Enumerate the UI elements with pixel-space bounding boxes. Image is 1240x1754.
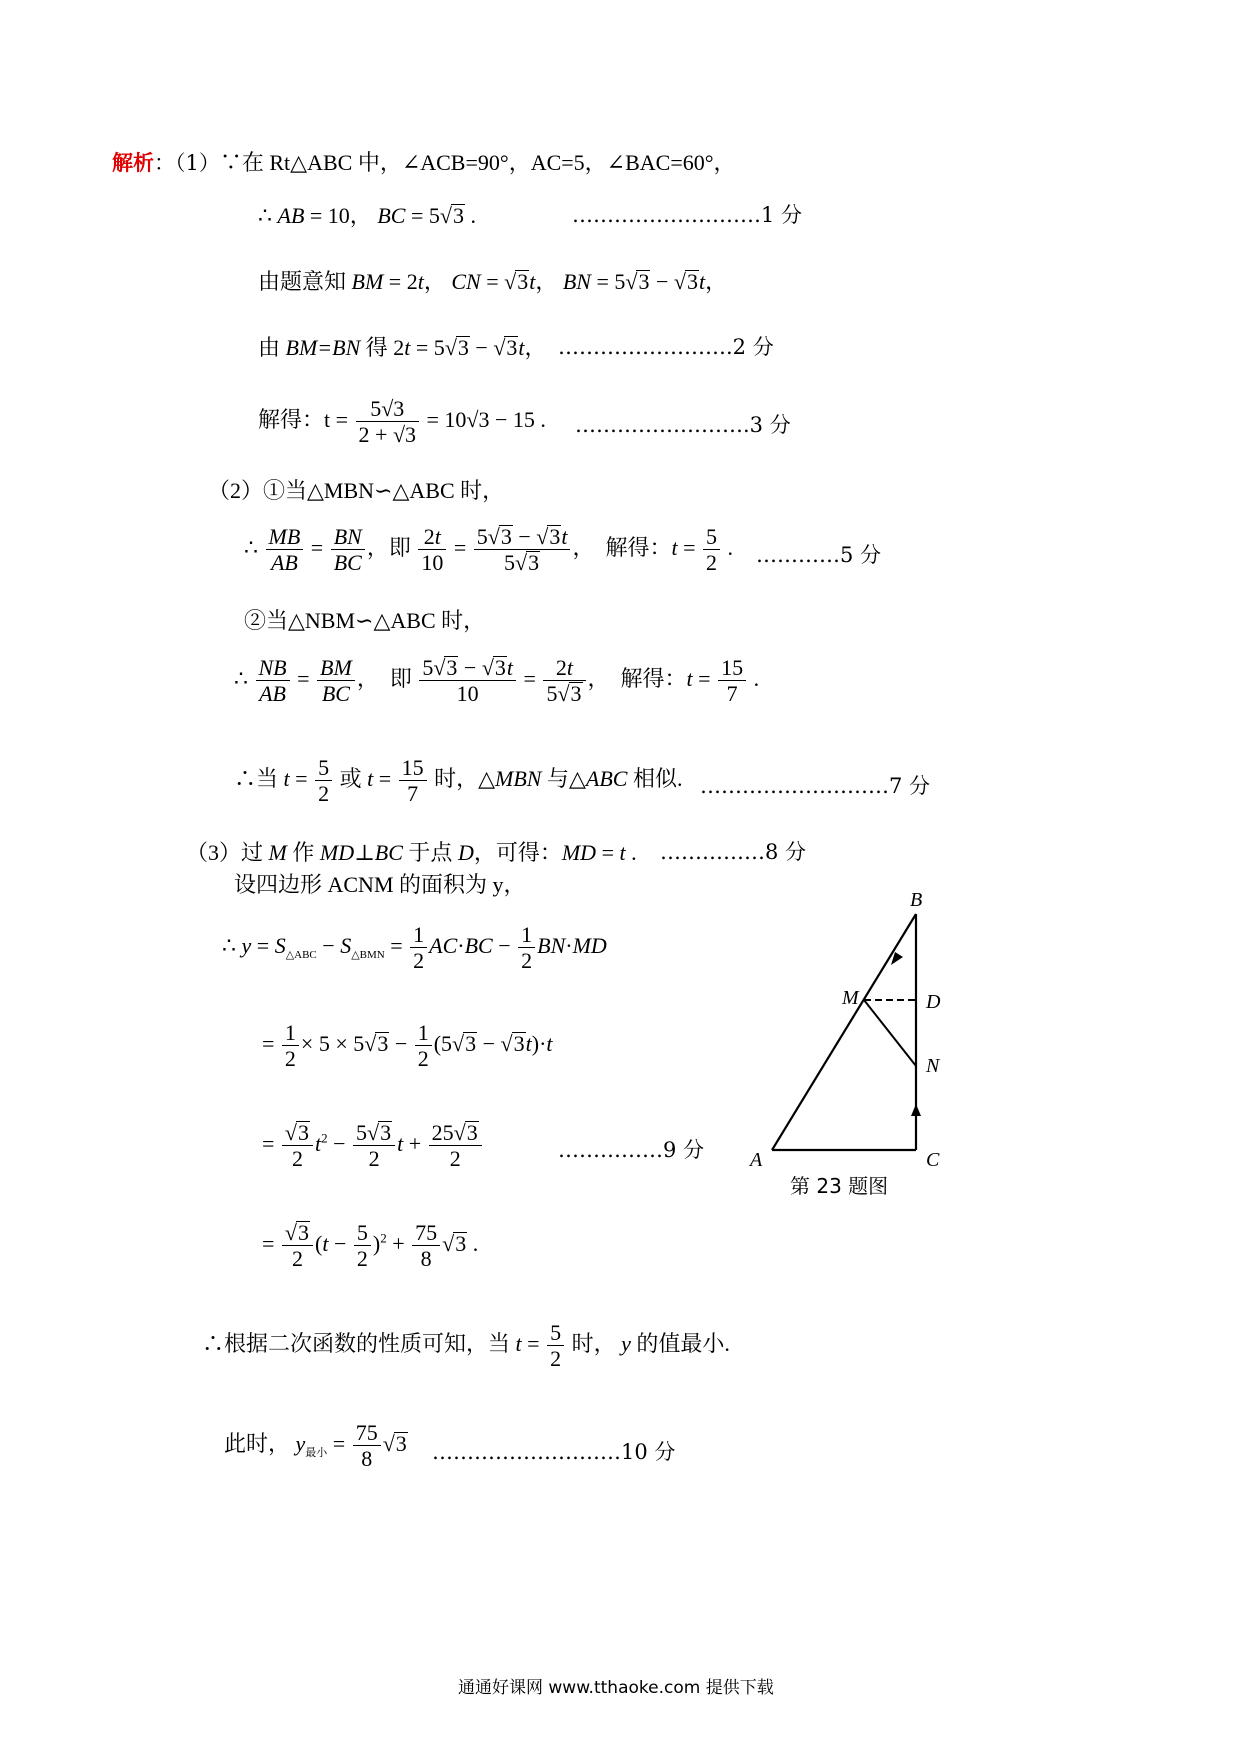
- score-5: …………5 分: [756, 543, 882, 567]
- score-8: ……………8 分: [660, 840, 807, 864]
- part3-eq4: = $\frac{√3}{2}$ (t − $\frac{5}{2}$ )$^2$ + $\frac{75}{8}$ √3 .: [262, 1220, 479, 1272]
- part1-line2: ∴ AB = 10， BC = 5√3 .: [258, 203, 476, 228]
- score-2: …………………….2 分: [558, 335, 774, 359]
- arrow-c-to-n: [911, 1104, 921, 1116]
- part3-eq1: ∴ $y = S_{\triangle ABC} - S_{\triangle BMN}$ = $\frac{1}{2}$ AC·BC − $\frac{1}{2}$ BN·MD: [222, 922, 607, 974]
- score-1: ………………………1 分: [572, 203, 803, 227]
- point-label-n: N: [926, 1055, 940, 1077]
- point-label-c: C: [926, 1149, 940, 1171]
- part3-conclusion: ∴根据二次函数的性质可知，当 t = $\frac{5}{2}$ 时， y 的值最小.: [202, 1320, 730, 1372]
- point-label-d: D: [926, 991, 941, 1013]
- part3-line2: 设四边形 ACNM 的面积为 y，: [234, 872, 526, 897]
- score-7: ………………………7 分: [700, 774, 931, 798]
- side-ab: [772, 914, 916, 1150]
- part2-case2-heading: ②当△NBM∽△ABC 时，: [244, 608, 486, 633]
- figure-caption: 第 23 题图: [790, 1174, 889, 1198]
- part2-conclusion: ∴当 t = $\frac{5}{2}$ 或 t = $\frac{15}{7}$ 时，△MBN 与△ABC 相似.: [234, 755, 683, 807]
- part2-case1-eq: ∴ $\frac{MB}{AB}$ = $\frac{BN}{BC}$ ，即 $\frac{2t}{10}$ = $\frac{5√3 - √3t}{5√3}$ ， 解得：t = $\frac{5}{2}$ .: [244, 524, 733, 576]
- part2-case2-eq: ∴ $\frac{NB}{AB}$ = $\frac{BM}{BC}$ ， 即 $\frac{5√3 - √3t}{10}$ = $\frac{2t}{5√3}$ ， 解得：t = $\frac{15}{7}$ .: [234, 655, 760, 707]
- point-label-m: M: [842, 987, 859, 1009]
- score-10: ………………………10 分: [432, 1440, 676, 1464]
- part1-line5: 解得：t = $\frac{5√3}{2 + √3}$ = 10√3 − 15 .: [258, 396, 546, 448]
- footer-text: 通通好课网 www.tthaoke.com 提供下载: [458, 1678, 774, 1698]
- part1-line1: ∵在 Rt△ABC 中，∠ACB=90°，AC=5，∠BAC=60°，: [219, 150, 736, 175]
- part3-eq3: = $\frac{√3}{2}$ $t^2$ − $\frac{5√3}{2}$ t + $\frac{25√3}{2}$: [262, 1120, 484, 1172]
- part3-final: 此时， $y_{最小}$ = $\frac{75}{8}$ √3: [224, 1420, 407, 1472]
- point-label-a: A: [750, 1149, 763, 1171]
- solution-label: 解析: [112, 151, 154, 175]
- part1-line3: 由题意知 BM = 2t， CN = √3t， BN = 5√3 − √3t，: [258, 269, 728, 294]
- solution-header: 解析：（1）∵在 Rt△ABC 中，∠ACB=90°，AC=5，∠BAC=60°，: [112, 150, 736, 175]
- part3-eq2: = $\frac{1}{2}$ × 5 × 5√3 − $\frac{1}{2}$ (5√3 − √3t)·t: [262, 1020, 553, 1072]
- score-3: …………………….3 分: [575, 413, 791, 437]
- triangle-figure: [740, 886, 960, 1196]
- point-label-b: B: [910, 889, 923, 911]
- part1-line4: 由 BM=BN 得 2t = 5√3 − √3t，: [258, 335, 547, 360]
- part3-line1: （3）过 M 作 MD⊥BC 于点 D，可得：MD = t .: [186, 840, 637, 865]
- segment-mn: [864, 1000, 916, 1066]
- part2-case1-heading: （2）①当△MBN∽△ABC 时，: [208, 478, 505, 503]
- score-9: ……………9 分: [558, 1138, 705, 1162]
